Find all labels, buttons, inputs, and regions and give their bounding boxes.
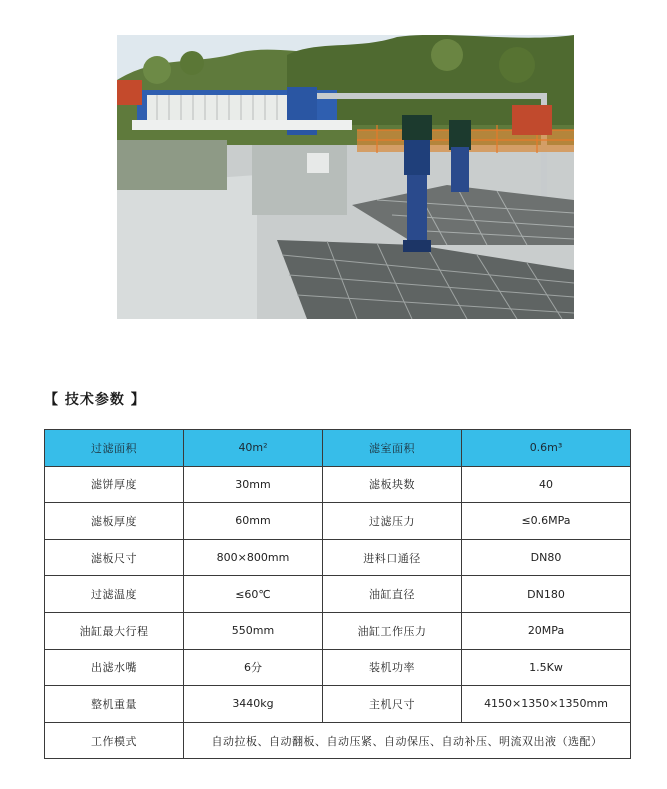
param-value: ≤60℃ [184,576,323,613]
table-row [45,503,631,540]
param-label: 出滤水嘴 [45,649,184,686]
section-title: 【 技术参数 】 [44,392,146,408]
table-row [45,539,631,576]
param-label: 滤饼厚度 [45,466,184,503]
param-value: ≤0.6MPa [462,503,631,540]
param-label: 过滤面积 [45,430,184,467]
param-value: 0.6m³ [462,430,631,467]
param-value: 1.5Kw [462,649,631,686]
mode-label: 工作模式 [45,722,184,759]
table-row [45,466,631,503]
table-row [45,649,631,686]
param-label: 整机重量 [45,686,184,723]
param-value: 800×800mm [184,539,323,576]
param-value: 40m² [184,430,323,467]
param-value: DN80 [462,539,631,576]
param-value: DN180 [462,576,631,613]
param-label: 滤室面积 [323,430,462,467]
table-row [45,612,631,649]
param-label: 主机尺寸 [323,686,462,723]
param-label: 油缸工作压力 [323,612,462,649]
param-value: 3440kg [184,686,323,723]
param-value: 30mm [184,466,323,503]
spec-table [44,429,631,759]
param-value: 4150×1350×1350mm [462,686,631,723]
param-label: 滤板厚度 [45,503,184,540]
param-label: 油缸直径 [323,576,462,613]
param-value: 40 [462,466,631,503]
table-row [45,430,631,467]
table-row [45,576,631,613]
param-value: 550mm [184,612,323,649]
param-label: 过滤压力 [323,503,462,540]
table-row [45,722,631,759]
product-photo [117,35,574,319]
mode-value: 自动拉板、自动翻板、自动压紧、自动保压、自动补压、明流双出液（选配） [184,722,631,759]
param-label: 油缸最大行程 [45,612,184,649]
param-label: 过滤温度 [45,576,184,613]
spec-table-body [45,430,631,759]
param-label: 进料口通径 [323,539,462,576]
param-label: 滤板尺寸 [45,539,184,576]
param-value: 20MPa [462,612,631,649]
param-value: 60mm [184,503,323,540]
param-value: 6分 [184,649,323,686]
param-label: 装机功率 [323,649,462,686]
table-row [45,686,631,723]
param-label: 滤板块数 [323,466,462,503]
